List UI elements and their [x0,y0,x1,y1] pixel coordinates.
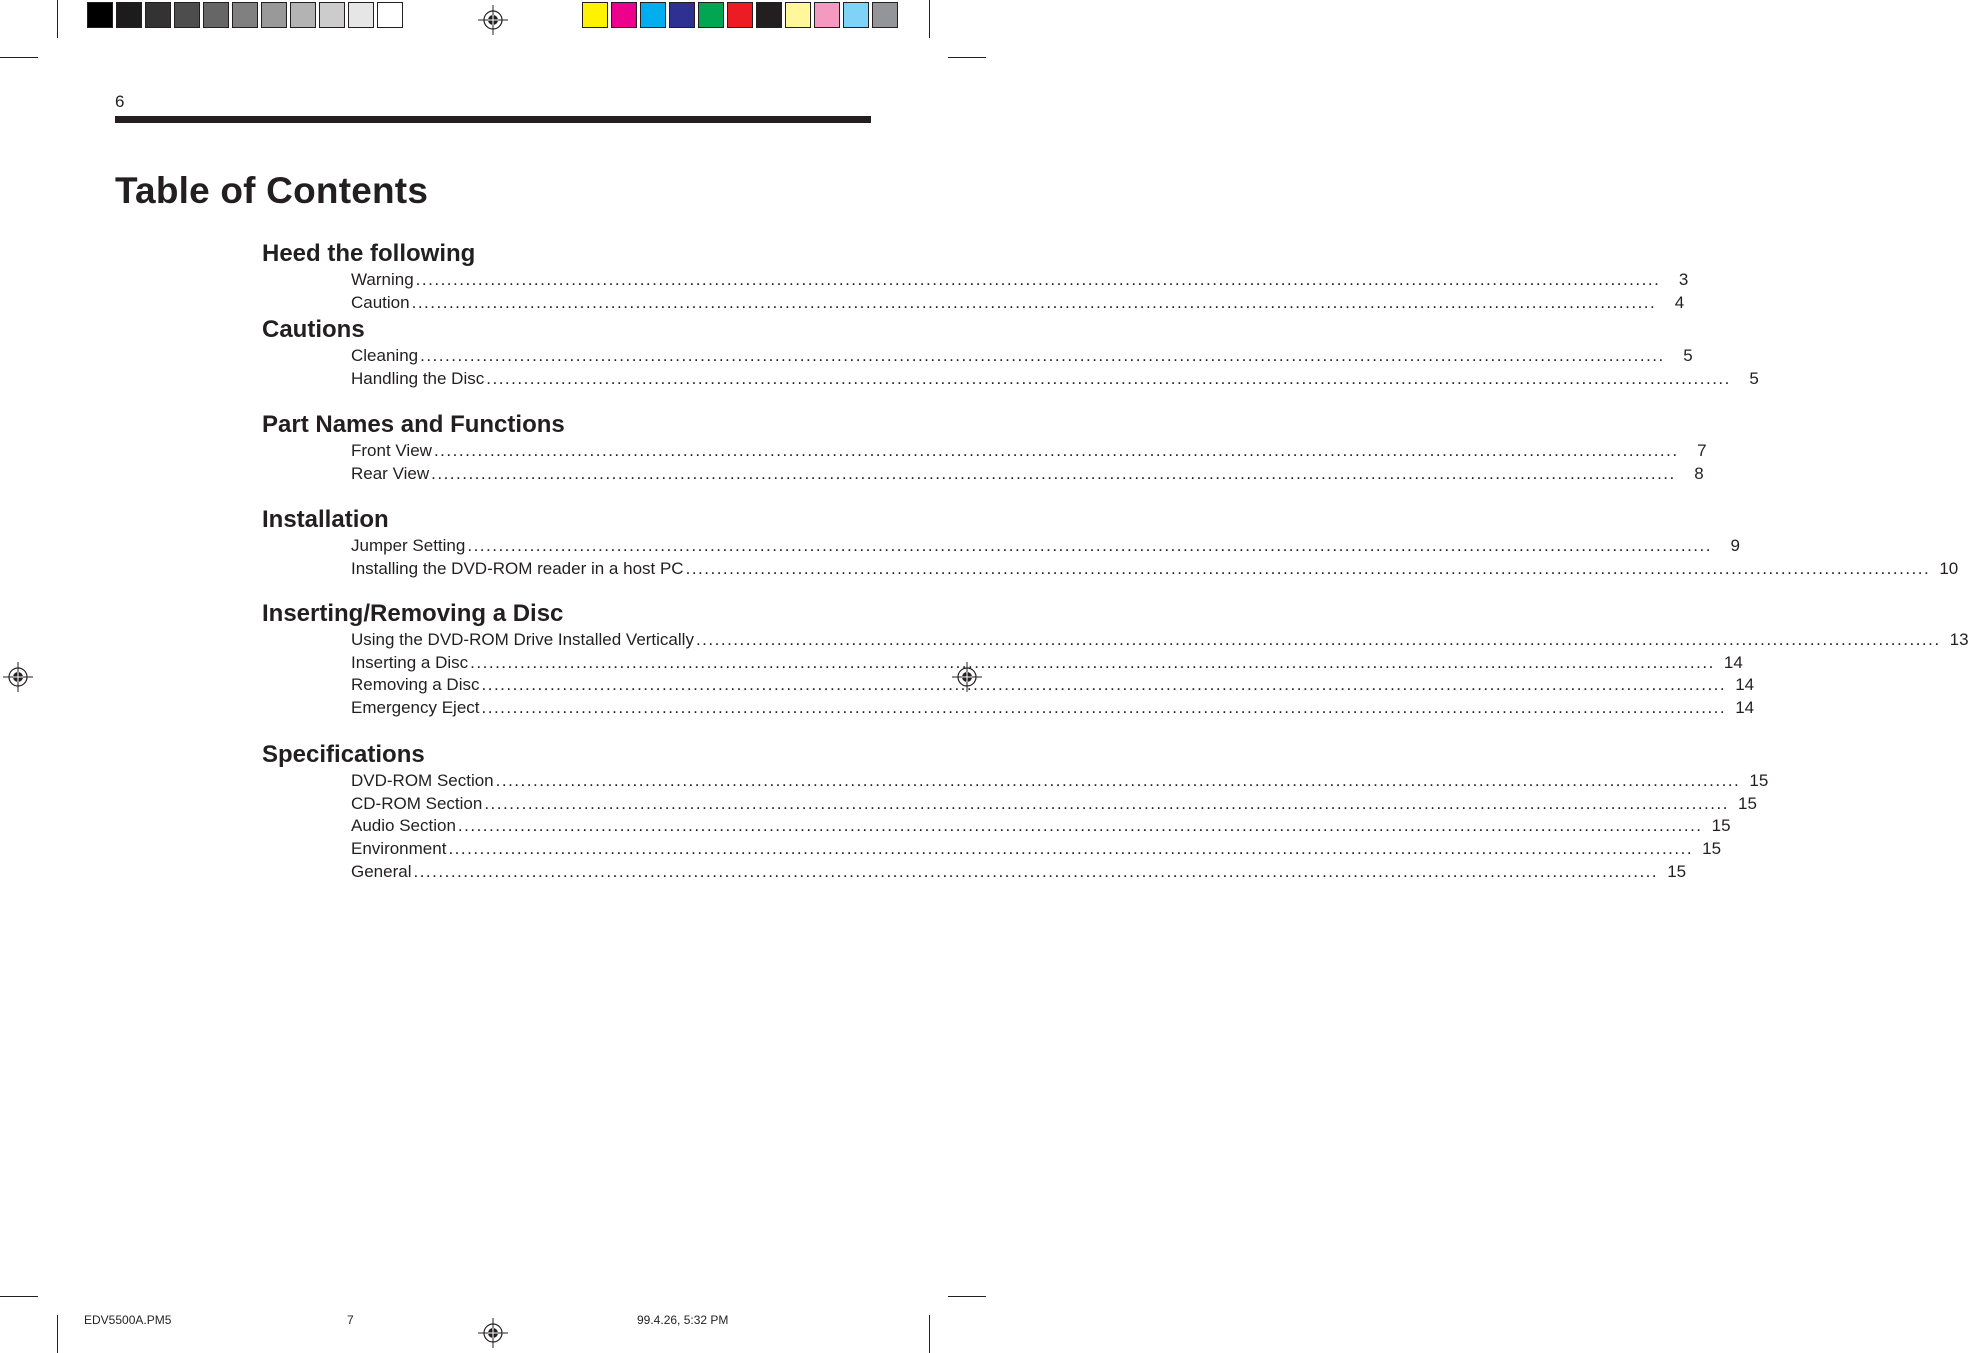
toc-entry-page: 5 [1749,368,1759,388]
gray-swatch [320,3,344,27]
toc-entry[interactable] [351,558,1959,581]
toc-entry-label: Front View [351,441,432,460]
page-number: 6 [115,92,125,111]
toc-leader-dots: ........................................................................................................................................................................................................ [448,839,1694,859]
toc-entry[interactable] [351,440,1707,463]
toc-entry-label: Warning [351,270,414,289]
toc-entry[interactable] [351,368,1759,391]
toc-entry-label: Using the DVD-ROM Drive Installed Vertically [351,630,694,649]
crop-mark-top-right-h [948,57,986,58]
color-swatch [873,3,897,27]
toc-entry-label: Rear View [351,463,430,483]
toc-entry-page: 14 [1735,698,1755,718]
toc-entry-page: 10 [1939,558,1959,578]
gray-swatch [88,3,112,27]
toc-entry-page: 15 [1749,771,1769,790]
toc-section [262,599,1969,720]
color-swatch [757,3,781,27]
toc-entry-label: Removing a Disc [351,675,480,695]
toc-entry-label: Jumper Setting [351,536,466,555]
color-swatch [844,3,868,27]
toc-section-heading: Cautions [262,316,365,343]
toc-entry[interactable] [351,815,1731,838]
toc-leader-dots: ........................................................................................................................................................................................................ [431,463,1676,483]
crop-mark-top-left-v [57,0,58,38]
color-swatch [728,3,752,27]
toc-leader-dots: ........................................................................................................................................................................................................ [484,793,1729,813]
crop-mark-bottom-left-h [0,1296,38,1297]
color-swatch [641,3,665,27]
toc-entry[interactable] [351,535,1740,558]
toc-leader-dots: ........................................................................................................................................................................................................ [695,630,1941,649]
toc-leader-dots: ........................................................................................................................................................................................................ [415,270,1661,289]
toc-leader-dots: ........................................................................................................................................................................................................ [685,558,1931,578]
toc-entry[interactable] [351,345,1693,368]
toc-leader-dots: ........................................................................................................................................................................................................ [470,652,1715,672]
toc-section-heading: Inserting/Removing a Disc [262,600,564,627]
toc-entry-page: 15 [1738,793,1757,813]
toc-entry-page: 3 [1678,270,1689,289]
toc-entry[interactable] [351,861,1687,884]
toc-entry-page: 4 [1674,292,1685,312]
toc-section-heading: Specifications [262,741,425,768]
toc-leader-dots: ........................................................................................................................................................................................................ [420,346,1665,365]
toc-entry-page: 13 [1949,630,1969,649]
toc-entry-label: Installing the DVD-ROM reader in a host PC [351,558,684,578]
gray-swatch [262,3,286,27]
grayscale-bar [85,0,405,30]
toc-entry-label: Inserting a Disc [351,652,469,672]
registration-mark-bottom-icon [478,1318,508,1348]
toc-section [262,740,1769,883]
crop-mark-bottom-right-h [948,1296,986,1297]
toc-entry-label: Handling the Disc [351,368,485,388]
toc-entry-label: Audio Section [351,816,456,836]
toc-entry-page: 15 [1702,839,1722,859]
toc-entry[interactable] [351,770,1769,793]
toc-entry-label: Caution [351,292,410,312]
gray-swatch [233,3,257,27]
color-swatch [699,3,723,27]
registration-mark-left-icon [3,662,33,692]
toc-entry[interactable] [351,463,1704,486]
toc-entry-label: Environment [351,839,447,859]
crop-mark-bottom-left-v [57,1315,58,1353]
crop-mark-bottom-right-v [929,1315,930,1353]
toc-entry-page: 15 [1667,861,1687,881]
toc-section [262,505,1959,580]
toc-leader-dots: ........................................................................................................................................................................................................ [495,771,1741,790]
toc-entry-page: 8 [1694,463,1704,483]
registration-mark-top-icon [478,5,508,35]
toc-entry-page: 7 [1697,441,1707,460]
header-rule [115,116,871,123]
toc-entry[interactable] [351,793,1757,816]
footer-filename: EDV5500A.PM5 [84,1313,172,1327]
gray-swatch [146,3,170,27]
gray-swatch [175,3,199,27]
toc-section [262,239,1689,314]
toc-section-heading: Part Names and Functions [262,411,565,438]
toc-section-heading: Heed the following [262,240,476,267]
color-swatch [583,3,607,27]
toc-leader-dots: ........................................................................................................................................................................................................ [467,536,1712,555]
toc-entry-label: DVD-ROM Section [351,771,494,790]
toc-entry[interactable] [351,652,1743,675]
toc-entry-label: CD-ROM Section [351,793,483,813]
toc-entry-page: 14 [1723,652,1743,672]
toc-section-heading: Installation [262,506,389,533]
footer-timestamp: 99.4.26, 5:32 PM [637,1313,729,1327]
toc-entry[interactable] [351,629,1969,652]
toc-leader-dots: ........................................................................................................................................................................................................ [481,675,1727,695]
toc-leader-dots: ........................................................................................................................................................................................................ [413,861,1659,881]
toc-entry[interactable] [351,697,1755,720]
toc-leader-dots: ........................................................................................................................................................................................................ [411,292,1657,312]
color-bar [580,0,900,30]
gray-swatch [378,3,402,27]
color-swatch [815,3,839,27]
toc-section [262,315,1759,390]
color-swatch [612,3,636,27]
toc-entry[interactable] [351,674,1755,697]
toc-entry[interactable] [351,838,1722,861]
toc-entry[interactable] [351,292,1685,315]
toc-entry-label: Cleaning [351,346,419,365]
color-swatch [786,3,810,27]
gray-swatch [204,3,228,27]
toc-leader-dots: ........................................................................................................................................................................................................ [486,368,1731,388]
toc-entry-page: 5 [1683,346,1693,365]
toc-entry-page: 14 [1735,675,1755,695]
page-title: Table of Contents [115,170,429,211]
footer-page: 7 [347,1313,354,1327]
toc-section [262,410,1707,485]
toc-entry-page: 9 [1730,536,1740,555]
gray-swatch [291,3,315,27]
crop-mark-top-right-v [929,0,930,38]
toc-entry-label: Emergency Eject [351,698,480,718]
gray-swatch [117,3,141,27]
crop-mark-top-left-h [0,57,38,58]
toc-entry-page: 15 [1711,816,1731,836]
toc-entry-label: General [351,861,412,881]
toc-leader-dots: ........................................................................................................................................................................................................ [457,816,1703,836]
toc-entry[interactable] [351,269,1689,292]
toc-leader-dots: ........................................................................................................................................................................................................ [433,441,1679,460]
color-swatch [670,3,694,27]
toc-leader-dots: ........................................................................................................................................................................................................ [481,698,1727,718]
gray-swatch [349,3,373,27]
